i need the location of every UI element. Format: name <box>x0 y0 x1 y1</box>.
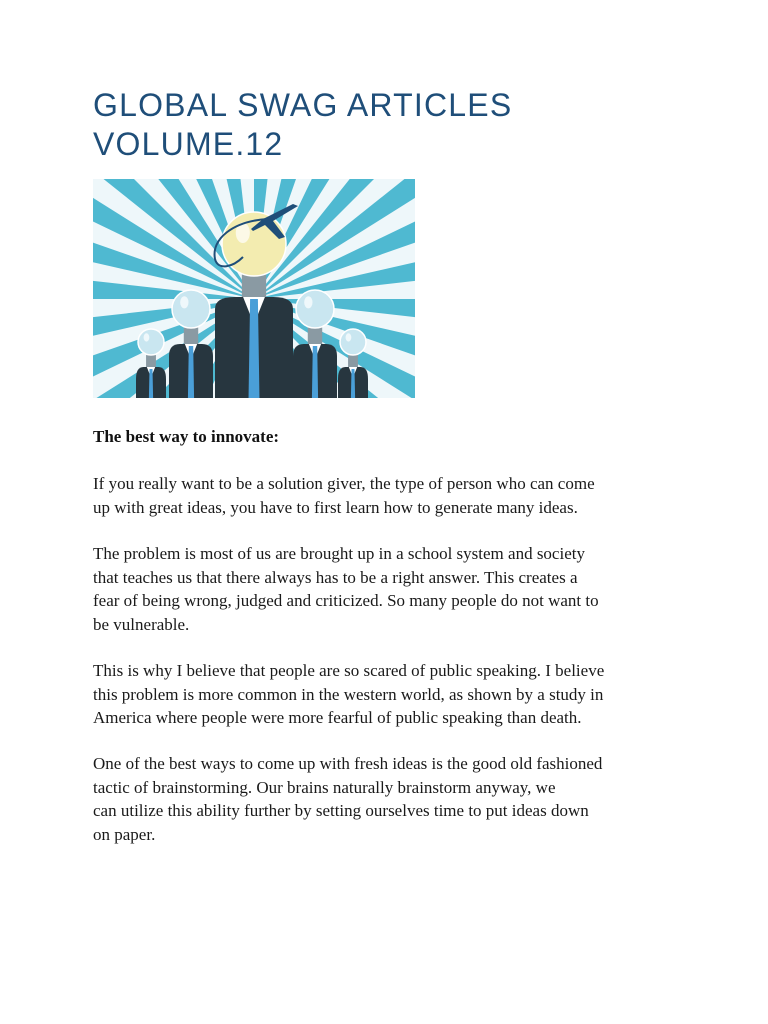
paragraph-line: that teaches us that there always has to be a right answer. This creates a <box>93 567 578 587</box>
title-line-2: VOLUME.12 <box>93 126 284 162</box>
lightbulb-icon <box>340 329 366 355</box>
paragraph-line: If you really want to be a solution giver, the type of person who can come <box>93 474 595 493</box>
lightbulb-icon <box>172 290 210 328</box>
paragraph-line: can utilize this ability further by setting ourselves time to put ideas down <box>93 801 589 820</box>
paragraph-line: America where people were more fearful of public speaking than death. <box>93 708 582 727</box>
necktie <box>249 299 260 398</box>
lightbulb-icon <box>138 329 164 355</box>
businessman-figure <box>215 212 293 398</box>
paragraph-line: this problem is more common in the western world, as shown by a study in <box>93 684 604 704</box>
paragraph-line: This is why I believe that people are so scared of public speaking. I believe <box>93 661 605 680</box>
necktie <box>149 369 153 398</box>
necktie <box>312 346 318 398</box>
lightbulb-icon <box>296 290 334 328</box>
paragraph-line: on paper. <box>93 824 156 844</box>
paragraph-1 <box>93 472 693 519</box>
paragraph-line: One of the best ways to come up with fresh ideas is the good old fashioned <box>93 754 603 773</box>
document-title <box>93 86 693 164</box>
bulb-highlight <box>144 333 150 341</box>
bulb-highlight <box>180 296 188 308</box>
paragraph-line: up with great ideas, you have to first learn how to generate many ideas. <box>93 497 578 517</box>
paragraph-2 <box>93 542 693 636</box>
paragraph-line: The problem is most of us are brought up in a school system and society <box>93 544 585 563</box>
section-heading: The best way to innovate: <box>93 427 280 446</box>
bulb-highlight <box>304 296 312 308</box>
paragraph-4 <box>93 752 693 846</box>
title-line-1: GLOBAL SWAG ARTICLES <box>93 87 513 123</box>
paragraph-line: tactic of brainstorming. Our brains naturally brainstorm anyway, we <box>93 777 556 797</box>
necktie <box>351 369 355 398</box>
article-illustration <box>93 179 415 398</box>
necktie <box>188 346 194 398</box>
paragraph-line: be vulnerable. <box>93 614 190 634</box>
paragraph-line: fear of being wrong, judged and criticized. So many people do not want to <box>93 591 599 610</box>
paragraph-3 <box>93 659 693 730</box>
bulb-highlight <box>346 333 352 341</box>
